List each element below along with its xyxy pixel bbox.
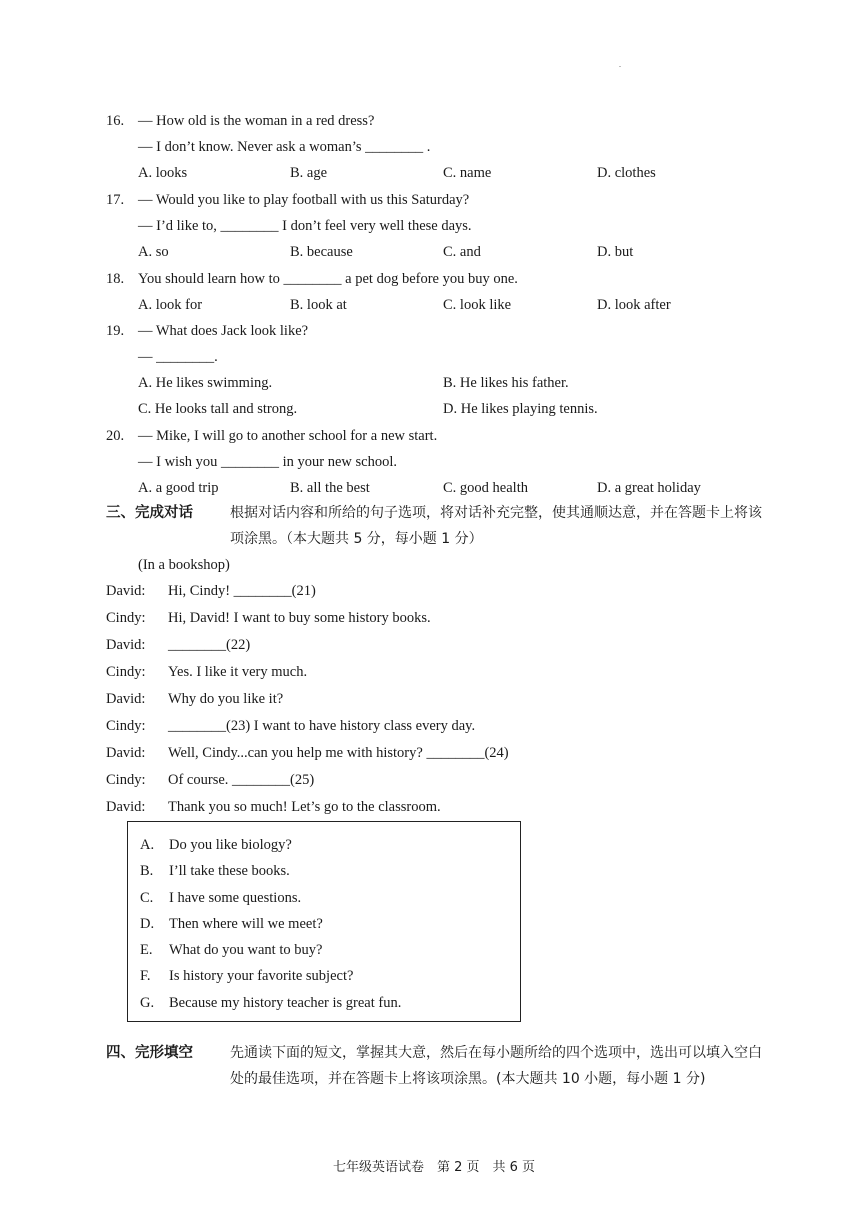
question-19 — [106, 318, 786, 422]
section-instructions: 根据对话内容和所给的句子选项，将对话补充完整，使其通顺达意，并在答题卡上将该项涂黑。（本大题共 5 分，每小题 1 分） — [230, 505, 762, 547]
option-c: C. He looks tall and strong. — [138, 401, 298, 417]
option-a: A. so — [138, 244, 169, 260]
question-20 — [106, 423, 786, 501]
choice-text: Do you like biology? — [169, 837, 292, 853]
dialog-text: Why do you like it? — [168, 691, 284, 707]
dialog-line — [106, 740, 786, 767]
dialog-text: Thank you so much! Let’s go to the classroom. — [168, 799, 441, 815]
question-line: You should learn how to ________ a pet dog before you buy one. — [138, 271, 518, 287]
question-17 — [106, 187, 786, 265]
choice-text: Then where will we meet? — [169, 915, 323, 932]
dialog-line — [106, 794, 786, 821]
dialog-setting: (In a bookshop) — [138, 557, 230, 573]
dialog-line — [106, 578, 786, 605]
dialog — [106, 578, 786, 821]
option-b: B. He likes his father. — [443, 375, 569, 391]
option-c: C. good health — [443, 480, 528, 496]
choice-letter: C. — [140, 889, 154, 906]
option-a: A. look for — [138, 297, 203, 313]
question-line: — What does Jack look like? — [138, 323, 309, 339]
speaker: David: — [106, 799, 146, 815]
dialog-line — [106, 605, 786, 632]
choice-text: What do you want to buy? — [169, 942, 323, 959]
section-instructions: 先通读下面的短文，掌握其大意，然后在每小题所给的四个选项中，选出可以填入空白处的最佳选项，并在答题卡上将该项涂黑。(本大题共 10 小题，每小题 1 分) — [230, 1045, 762, 1087]
dialog-line — [106, 659, 786, 686]
choice-letter: E. — [140, 942, 153, 959]
speaker: David: — [106, 745, 146, 761]
choice-box — [127, 821, 521, 1022]
speaker: Cindy: — [106, 664, 146, 680]
question-number: 18. — [106, 271, 125, 287]
dialog-text: ________(23) I want to have history class every day. — [168, 718, 476, 734]
option-d: D. look after — [597, 297, 671, 313]
choice-text: Is history your favorite subject? — [169, 968, 354, 985]
question-line: — I’d like to, ________ I don’t feel very well these days. — [138, 218, 472, 234]
dialog-line — [106, 632, 786, 659]
speaker: David: — [106, 691, 146, 707]
dialog-text: Hi, David! I want to buy some history books. — [168, 610, 431, 626]
choice-text: I’ll take these books. — [169, 863, 290, 880]
speaker: Cindy: — [106, 718, 146, 734]
dialog-text: ________(22) — [168, 637, 251, 653]
option-b: B. because — [290, 244, 353, 260]
speaker: Cindy: — [106, 772, 146, 788]
speaker: Cindy: — [106, 610, 146, 626]
option-b: B. all the best — [290, 480, 370, 496]
section-3-header — [106, 500, 766, 552]
question-line: — ________. — [138, 349, 218, 365]
option-d: D. He likes playing tennis. — [443, 401, 598, 417]
option-c: C. name — [443, 165, 492, 181]
speaker: David: — [106, 583, 146, 599]
question-number: 19. — [106, 323, 125, 339]
dialog-text: Well, Cindy...can you help me with history? ________(24) — [168, 745, 509, 761]
option-a: A. a good trip — [138, 480, 219, 496]
section-4-header — [106, 1040, 766, 1120]
question-18 — [106, 266, 786, 318]
choice-letter: A. — [140, 837, 155, 853]
question-line: — Would you like to play football with us this Saturday? — [138, 192, 470, 208]
choice-letter: G. — [140, 994, 155, 1011]
option-a: A. looks — [138, 165, 188, 181]
question-line: — I don’t know. Never ask a woman’s ________ . — [138, 139, 431, 155]
option-d: D. a great holiday — [597, 480, 701, 496]
question-number: 20. — [106, 428, 125, 444]
dialog-line — [106, 767, 786, 794]
dialog-text: Of course. ________(25) — [168, 772, 315, 788]
dialog-text: Hi, Cindy! ________(21) — [168, 583, 316, 599]
option-c: C. look like — [443, 297, 512, 313]
choice-letter: B. — [140, 863, 154, 880]
dialog-line — [106, 686, 786, 713]
question-number: 16. — [106, 113, 125, 129]
dialog-text: Yes. I like it very much. — [168, 664, 308, 680]
choice-text: I have some questions. — [169, 889, 302, 906]
dialog-line — [106, 713, 786, 740]
question-16 — [106, 108, 786, 186]
question-number: 17. — [106, 192, 125, 208]
corner-mark: . — [619, 60, 621, 69]
question-line: — I wish you ________ in your new school. — [138, 454, 397, 470]
option-d: D. clothes — [597, 165, 656, 181]
option-a: A. He likes swimming. — [138, 375, 273, 391]
question-line: — How old is the woman in a red dress? — [138, 113, 375, 129]
choice-letter: D. — [140, 915, 155, 932]
choice-letter: F. — [140, 968, 151, 985]
page-footer: 七年级英语试卷 第 2 页 共 6 页 — [332, 1160, 536, 1175]
question-line: — Mike, I will go to another school for a new start. — [138, 428, 438, 444]
option-b: B. age — [290, 165, 328, 181]
section-title: 三、完成对话 — [106, 505, 193, 521]
speaker: David: — [106, 637, 146, 653]
option-d: D. but — [597, 244, 634, 260]
option-c: C. and — [443, 244, 481, 260]
choice-text: Because my history teacher is great fun. — [169, 994, 402, 1011]
section-title: 四、完形填空 — [106, 1045, 193, 1061]
option-b: B. look at — [290, 297, 347, 313]
